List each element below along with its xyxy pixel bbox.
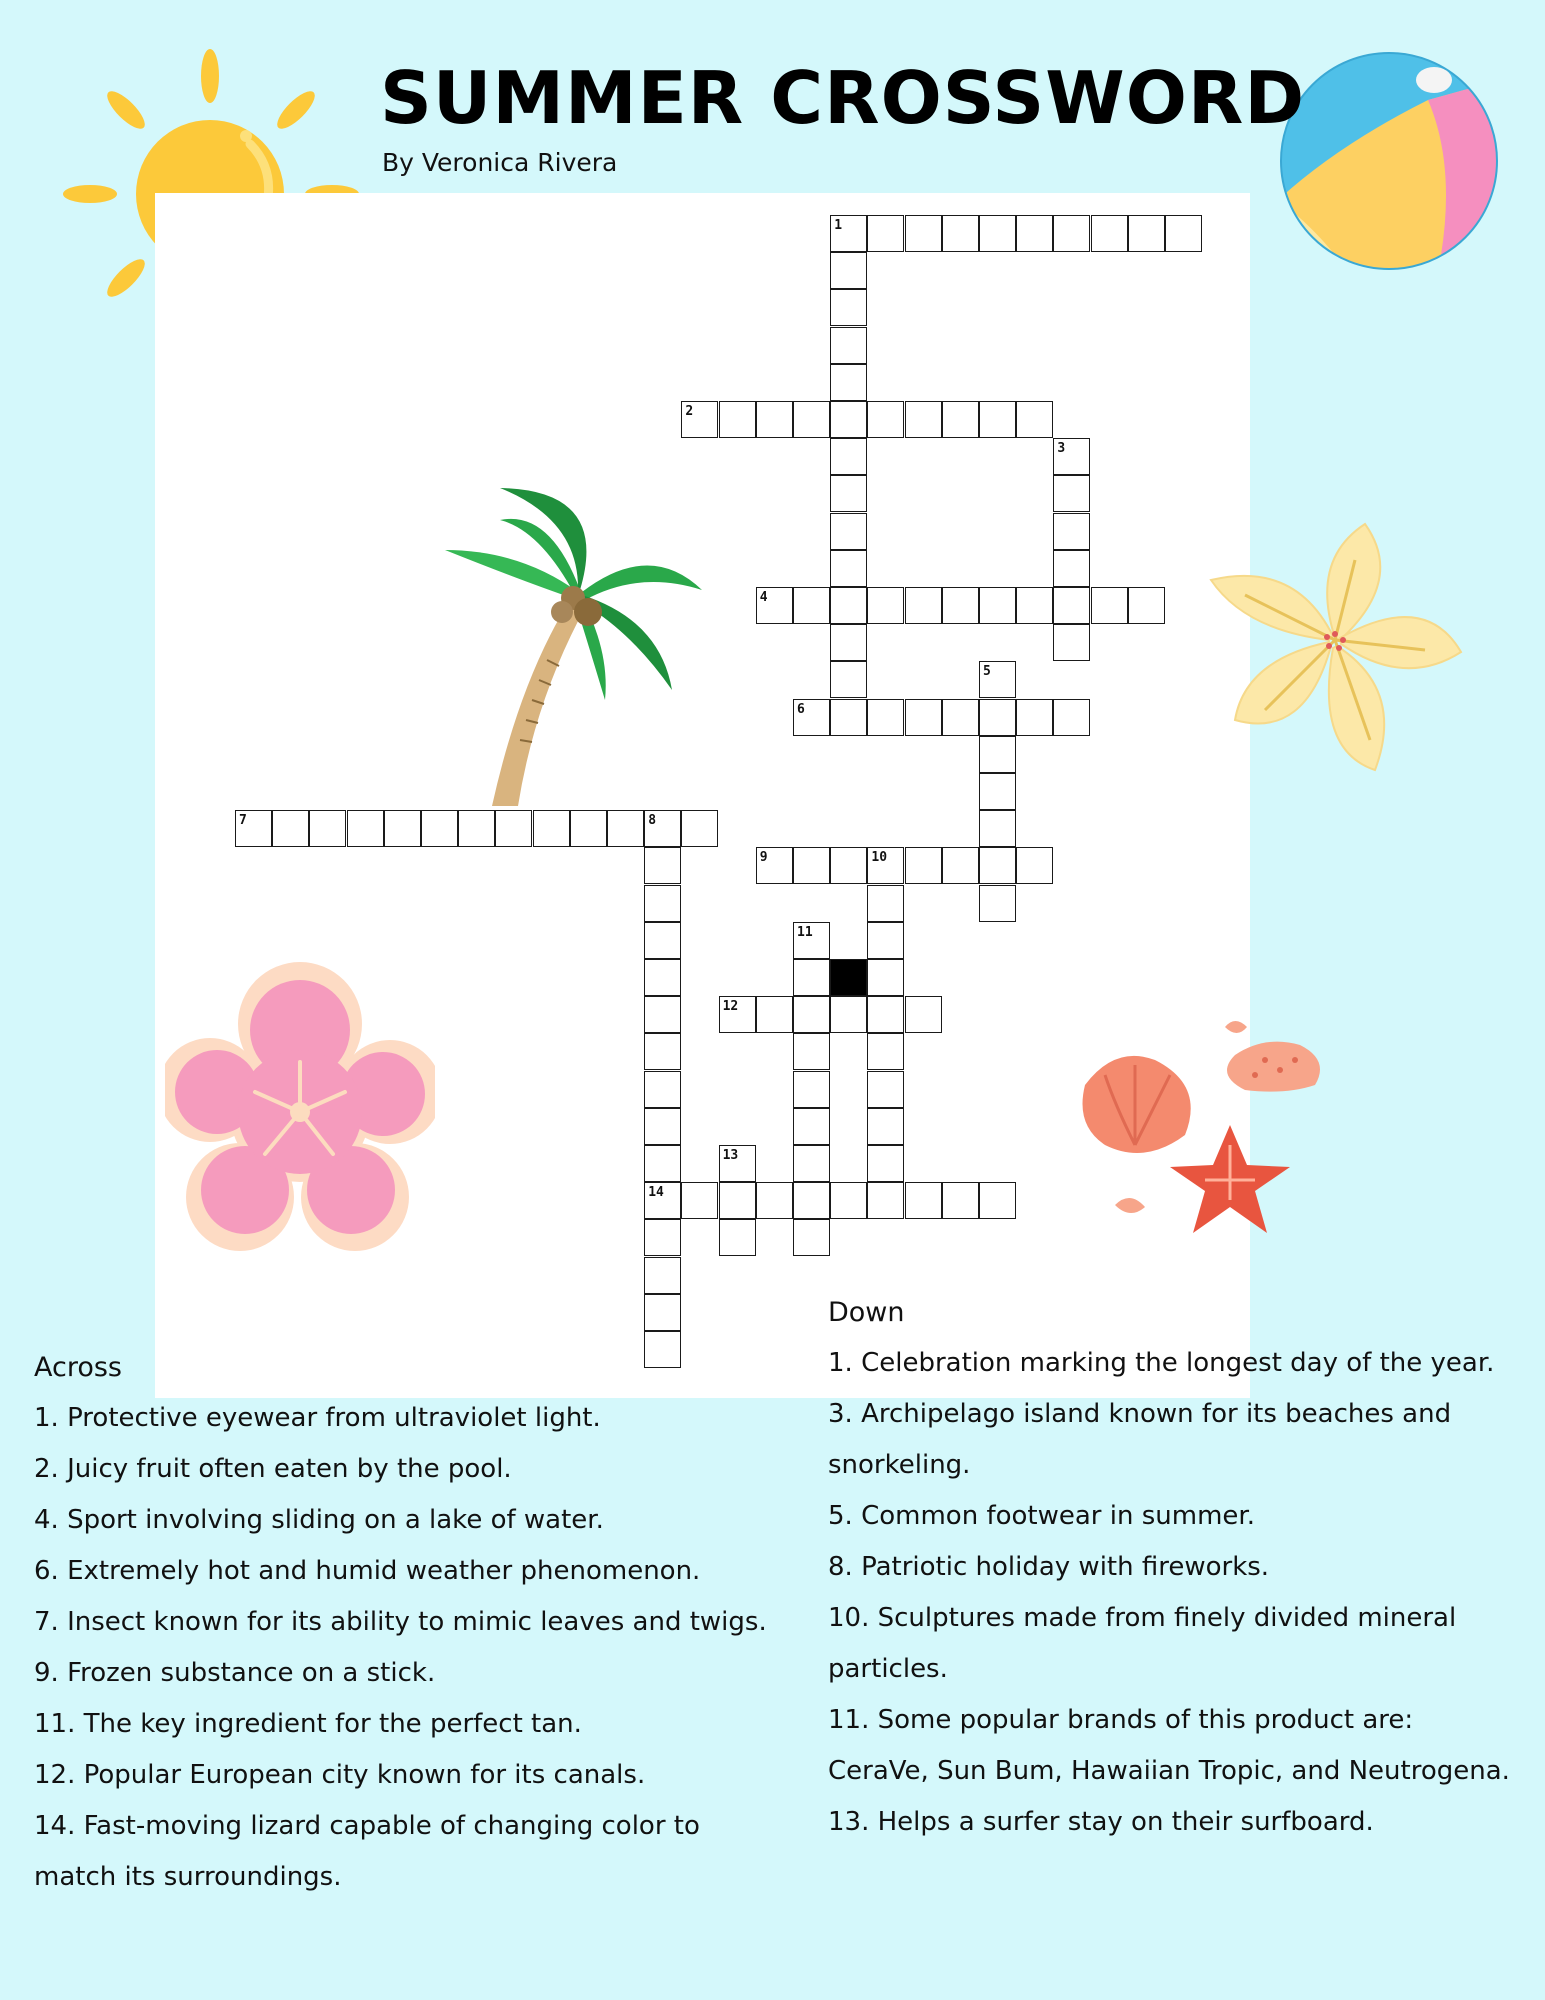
across-clues: [34, 1342, 824, 1903]
crossword-cell[interactable]: [644, 1145, 681, 1182]
crossword-cell[interactable]: [1016, 401, 1053, 438]
crossword-cell[interactable]: [867, 401, 904, 438]
across-clue: 14. Fast-moving lizard capable of changing color to match its surroundings.: [34, 1811, 700, 1892]
across-clue: 6. Extremely hot and humid weather phenomenon.: [34, 1556, 701, 1586]
crossword-cell[interactable]: [793, 1219, 830, 1256]
crossword-cell[interactable]: [458, 810, 495, 847]
crossword-cell[interactable]: [867, 1108, 904, 1145]
crossword-black-cell: [830, 959, 867, 996]
crossword-cell[interactable]: [830, 996, 867, 1033]
crossword-cell[interactable]: [867, 996, 904, 1033]
crossword-cell[interactable]: [793, 1182, 830, 1219]
clue-number: 7: [239, 813, 247, 829]
crossword-cell[interactable]: [942, 587, 979, 624]
crossword-cell[interactable]: [1128, 215, 1165, 252]
down-heading: Down: [828, 1297, 905, 1328]
crossword-cell[interactable]: [979, 587, 1016, 624]
across-clue: 2. Juicy fruit often eaten by the pool.: [34, 1454, 512, 1484]
crossword-cell[interactable]: [979, 773, 1016, 810]
crossword-cell[interactable]: [867, 587, 904, 624]
crossword-cell[interactable]: [793, 847, 830, 884]
down-clue: 10. Sculptures made from finely divided mineral particles.: [828, 1603, 1457, 1684]
clue-number: 6: [797, 701, 805, 717]
crossword-cell[interactable]: [830, 438, 867, 475]
crossword-cell[interactable]: [830, 513, 867, 550]
crossword-cell[interactable]: [830, 847, 867, 884]
crossword-cell[interactable]: [1165, 215, 1202, 252]
crossword-cell[interactable]: [979, 699, 1016, 736]
crossword-cell[interactable]: [644, 885, 681, 922]
crossword-cell[interactable]: [793, 401, 830, 438]
crossword-cell[interactable]: [979, 847, 1016, 884]
crossword-cell[interactable]: [830, 475, 867, 512]
author-byline: By Veronica Rivera: [382, 148, 618, 177]
crossword-cell[interactable]: [942, 401, 979, 438]
clue-number: 11: [797, 924, 813, 940]
crossword-cell[interactable]: [644, 1219, 681, 1256]
beach-ball-icon: [1278, 50, 1500, 272]
down-clue: 1. Celebration marking the longest day of the year.: [828, 1348, 1495, 1378]
across-clue-list: [34, 1393, 824, 1903]
crossword-cell[interactable]: [570, 810, 607, 847]
crossword-cell[interactable]: [979, 885, 1016, 922]
crossword-cell[interactable]: [867, 1145, 904, 1182]
crossword-cell[interactable]: [830, 327, 867, 364]
crossword-cell[interactable]: [793, 1033, 830, 1070]
crossword-cell[interactable]: [867, 215, 904, 252]
crossword-cell[interactable]: [905, 215, 942, 252]
across-clue: 1. Protective eyewear from ultraviolet light.: [34, 1403, 601, 1433]
crossword-cell[interactable]: [756, 401, 793, 438]
crossword-cell[interactable]: [979, 401, 1016, 438]
across-clue: 9. Frozen substance on a stick.: [34, 1658, 436, 1688]
clue-number: 13: [722, 1148, 739, 1163]
crossword-cell[interactable]: [1053, 624, 1090, 661]
plumeria-flower-icon: [1205, 520, 1465, 775]
across-clue: 7. Insect known for its ability to mimic leaves and twigs.: [34, 1607, 767, 1637]
page-title: SUMMER CROSSWORD: [380, 56, 1306, 140]
crossword-cell[interactable]: [1016, 847, 1053, 884]
crossword-cell[interactable]: [1053, 550, 1090, 587]
crossword-cell[interactable]: [1053, 475, 1090, 512]
crossword-cell[interactable]: [905, 1182, 942, 1219]
crossword-cell[interactable]: [644, 1257, 681, 1294]
crossword-cell[interactable]: [533, 810, 570, 847]
clue-number: 4: [759, 590, 768, 605]
crossword-cell[interactable]: [830, 401, 867, 438]
crossword-cell[interactable]: [644, 959, 681, 996]
crossword-cell[interactable]: [867, 1071, 904, 1108]
across-clue: 4. Sport involving sliding on a lake of water.: [34, 1505, 604, 1535]
crossword-cell[interactable]: [830, 252, 867, 289]
crossword-cell[interactable]: [905, 996, 942, 1033]
crossword-cell[interactable]: [681, 810, 718, 847]
crossword-cell[interactable]: [719, 1219, 756, 1256]
crossword-cell[interactable]: [1128, 587, 1165, 624]
crossword-cell[interactable]: [942, 847, 979, 884]
crossword-cell[interactable]: [644, 1108, 681, 1145]
across-clue: 11. The key ingredient for the perfect tan.: [34, 1709, 582, 1739]
down-clue-list: [828, 1338, 1518, 1848]
crossword-cell[interactable]: [830, 1182, 867, 1219]
crossword-cell[interactable]: [905, 401, 942, 438]
clue-number: 5: [983, 664, 991, 680]
down-clue: 13. Helps a surfer stay on their surfboard.: [828, 1807, 1374, 1837]
across-clue: 12. Popular European city known for its canals.: [34, 1760, 646, 1790]
down-clues: [828, 1287, 1518, 1848]
crossword-cell[interactable]: [793, 1145, 830, 1182]
crossword-cell[interactable]: [793, 1108, 830, 1145]
crossword-cell[interactable]: [905, 587, 942, 624]
crossword-cell[interactable]: [1053, 587, 1090, 624]
crossword-cell[interactable]: [644, 847, 681, 884]
crossword-cell[interactable]: [867, 959, 904, 996]
clue-number: 9: [759, 850, 768, 866]
across-heading: Across: [34, 1352, 123, 1383]
palm-tree-icon: [440, 480, 710, 810]
clue-number: 10: [871, 850, 888, 866]
crossword-cell[interactable]: [644, 1033, 681, 1070]
crossword-cell[interactable]: [644, 996, 681, 1033]
clue-number: 14: [648, 1185, 664, 1201]
crossword-cell[interactable]: [942, 215, 979, 252]
clue-number: 8: [648, 813, 657, 829]
crossword-cell[interactable]: [979, 736, 1016, 773]
crossword-cell[interactable]: [942, 699, 979, 736]
clue-number: 12: [722, 999, 739, 1015]
crossword-cell[interactable]: [830, 550, 867, 587]
crossword-cell[interactable]: [1091, 587, 1128, 624]
down-clue: 5. Common footwear in summer.: [828, 1501, 1255, 1531]
crossword-cell[interactable]: [942, 1182, 979, 1219]
crossword-cell[interactable]: [719, 401, 756, 438]
crossword-cell[interactable]: [1053, 699, 1090, 736]
crossword-cell[interactable]: [644, 1294, 681, 1331]
crossword-cell[interactable]: [1053, 513, 1090, 550]
crossword-cell[interactable]: [830, 289, 867, 326]
crossword-cell[interactable]: [309, 810, 346, 847]
crossword-cell[interactable]: [495, 810, 532, 847]
crossword-cell[interactable]: [867, 1182, 904, 1219]
crossword-cell[interactable]: [867, 922, 904, 959]
crossword-cell[interactable]: [347, 810, 384, 847]
crossword-cell[interactable]: [1053, 215, 1090, 252]
crossword-cell[interactable]: [1016, 587, 1053, 624]
crossword-cell[interactable]: [830, 587, 867, 624]
crossword-cell[interactable]: [830, 364, 867, 401]
crossword-cell[interactable]: [644, 922, 681, 959]
crossword-cell[interactable]: [867, 699, 904, 736]
crossword-cell[interactable]: [830, 699, 867, 736]
crossword-cell[interactable]: [793, 996, 830, 1033]
seashells-starfish-icon: [1075, 1015, 1330, 1265]
crossword-cell[interactable]: [719, 1182, 756, 1219]
clue-number: 1: [834, 218, 843, 233]
crossword-cell[interactable]: [830, 624, 867, 661]
down-clue: 3. Archipelago island known for its beaches and snorkeling.: [828, 1399, 1452, 1480]
crossword-cell[interactable]: [979, 215, 1016, 252]
crossword-cell[interactable]: [644, 1071, 681, 1108]
clue-number: 3: [1057, 441, 1066, 457]
crossword-cell[interactable]: [681, 1182, 718, 1219]
crossword-cell[interactable]: [384, 810, 421, 847]
crossword-cell[interactable]: [793, 959, 830, 996]
crossword-cell[interactable]: [1016, 699, 1053, 736]
crossword-cell[interactable]: [979, 1182, 1016, 1219]
hibiscus-flower-icon: [165, 962, 435, 1252]
clue-number: 2: [685, 404, 694, 419]
crossword-cell[interactable]: [756, 996, 793, 1033]
down-clue: 11. Some popular brands of this product are: CeraVe, Sun Bum, Hawaiian Tropic, and Neutrogena.: [828, 1705, 1510, 1786]
crossword-cell[interactable]: [905, 699, 942, 736]
crossword-cell[interactable]: [905, 847, 942, 884]
crossword-cell[interactable]: [607, 810, 644, 847]
crossword-cell[interactable]: [1091, 215, 1128, 252]
crossword-cell[interactable]: [421, 810, 458, 847]
crossword-cell[interactable]: [793, 1071, 830, 1108]
crossword-cell[interactable]: [793, 587, 830, 624]
crossword-cell[interactable]: [867, 885, 904, 922]
crossword-cell[interactable]: [1016, 215, 1053, 252]
crossword-cell[interactable]: [756, 1182, 793, 1219]
crossword-cell[interactable]: [272, 810, 309, 847]
crossword-cell[interactable]: [830, 661, 867, 698]
crossword-cell[interactable]: [867, 1033, 904, 1070]
crossword-cell[interactable]: [979, 810, 1016, 847]
down-clue: 8. Patriotic holiday with fireworks.: [828, 1552, 1270, 1582]
